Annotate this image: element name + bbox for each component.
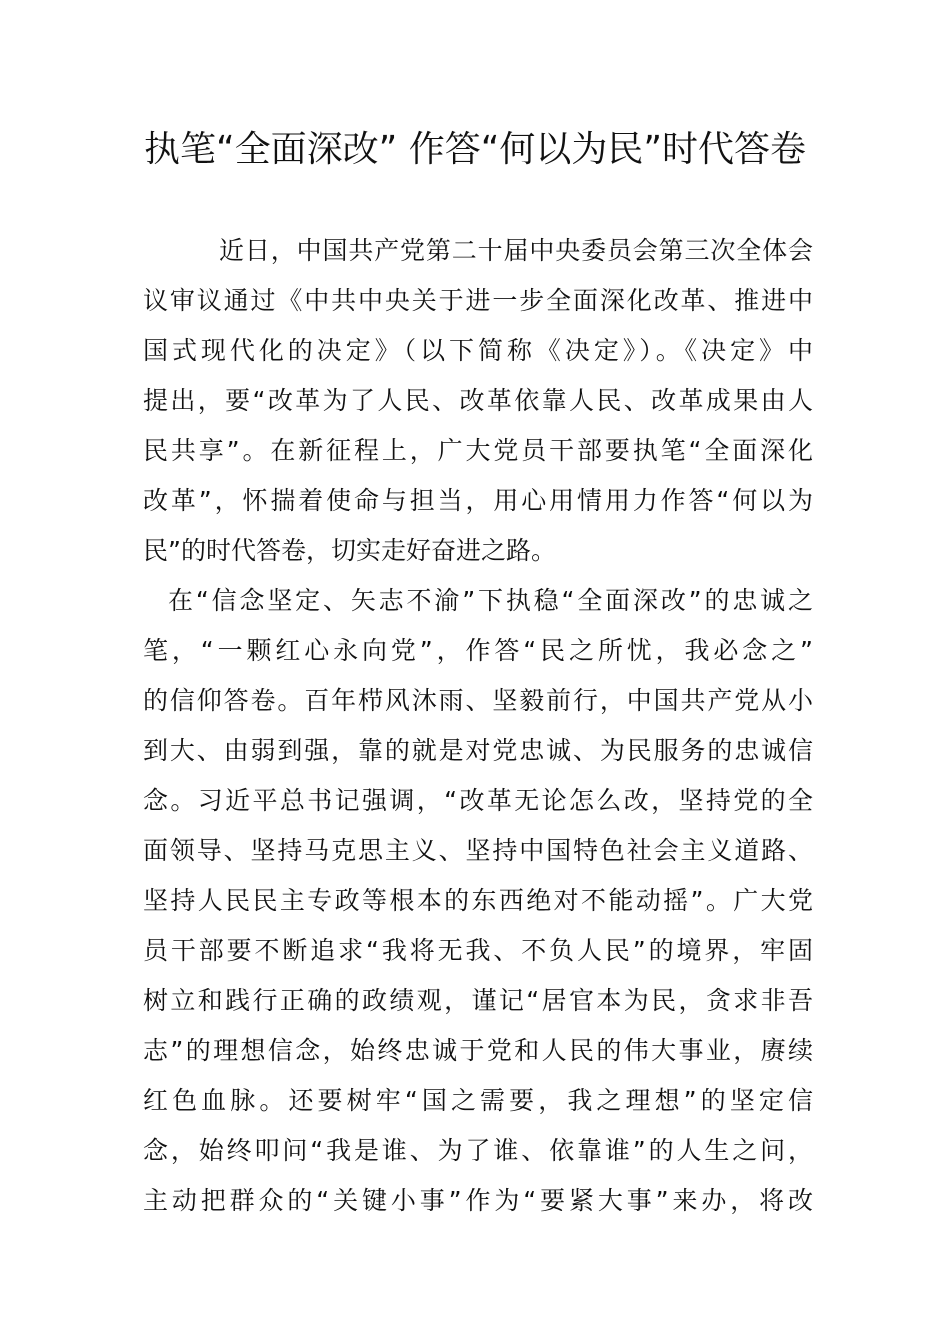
- paragraph-line: 到大、由弱到强，靠的就是对党忠诚、为民服务的忠诚信: [143, 736, 813, 765]
- paragraph-line: 国式现代化的决定》（以下简称《决定》）。《决定》中: [143, 336, 813, 365]
- paragraph-line: 的信仰答卷。百年栉风沐雨、坚毅前行，中国共产党从小: [143, 686, 813, 715]
- paragraph-line: 念。习近平总书记强调，“改革无论怎么改，坚持党的全: [143, 786, 813, 815]
- paragraph-line: 近日，中国共产党第二十届中央委员会第三次全体会: [219, 236, 813, 265]
- paragraph-line: 在“信念坚定、矢志不渝”下执稳“全面深改”的忠诚之: [168, 586, 813, 615]
- paragraph-line: 员干部要不断追求“我将无我、不负人民”的境界，牢固: [143, 936, 813, 965]
- paragraph-line: 笔，“一颗红心永向党”，作答“民之所忧，我必念之”: [143, 636, 813, 665]
- paragraph-line: 民”的时代答卷，切实走好奋进之路。: [143, 536, 556, 565]
- paragraph-line: 念，始终叩问“我是谁、为了谁、依靠谁”的人生之问，: [143, 1136, 813, 1165]
- document-title: 执笔“全面深改” 作答“何以为民”时代答卷: [143, 129, 807, 170]
- paragraph-line: 面领导、坚持马克思主义、坚持中国特色社会主义道路、: [143, 836, 813, 865]
- paragraph-line: 提出，要“改革为了人民、改革依靠人民、改革成果由人: [143, 386, 813, 415]
- paragraph-line: 改革”，怀揣着使命与担当，用心用情用力作答“何以为: [143, 486, 813, 515]
- paragraph-line: 民共享”。在新征程上，广大党员干部要执笔“全面深化: [143, 436, 813, 465]
- paragraph-line: 树立和践行正确的政绩观，谨记“居官本为民，贪求非吾: [143, 986, 813, 1015]
- paragraph-line: 坚持人民民主专政等根本的东西绝对不能动摇”。广大党: [143, 886, 813, 915]
- paragraph-line: 志”的理想信念，始终忠诚于党和人民的伟大事业，赓续: [143, 1036, 813, 1065]
- paragraph-line: 红色血脉。还要树牢“国之需要，我之理想”的坚定信: [143, 1086, 813, 1115]
- paragraph-line: 议审议通过《中共中央关于进一步全面深化改革、推进中: [143, 286, 813, 315]
- paragraph-line: 主动把群众的“关键小事”作为“要紧大事”来办，将改: [143, 1186, 813, 1215]
